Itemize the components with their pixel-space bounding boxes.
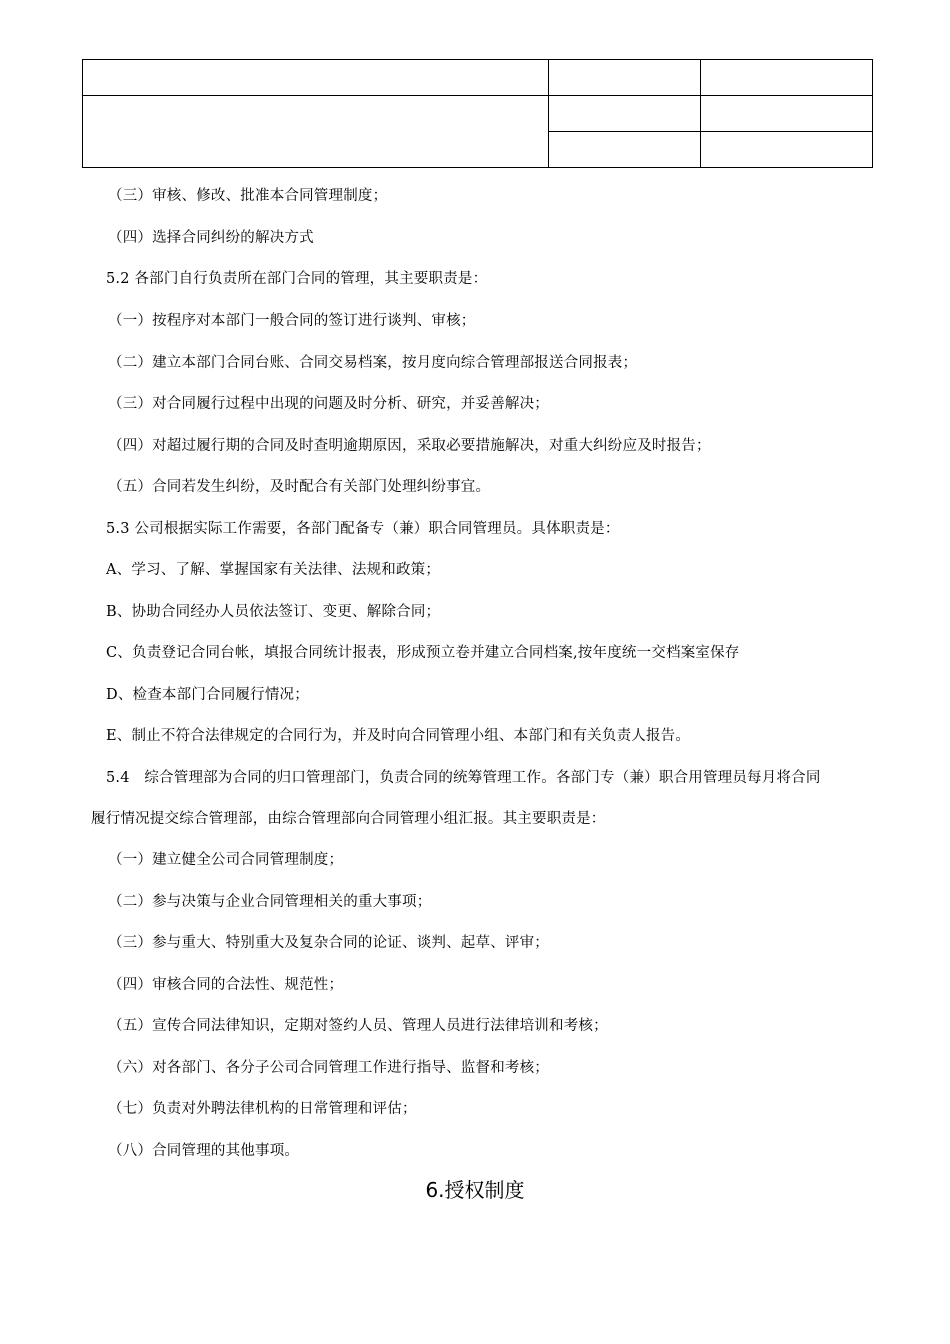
table-cell <box>701 132 873 168</box>
paragraph-line: 5.2 各部门自行负责所在部门合同的管理，其主要职责是： <box>106 271 488 287</box>
paragraph-line: 5.4 综合管理部为合同的归口管理部门，负责合同的统筹管理工作。各部门专（兼）职合用管理员每月将合同 <box>106 770 821 786</box>
table-cell <box>701 96 873 132</box>
paragraph-line: （八）合同管理的其他事项。 <box>108 1143 300 1159</box>
paragraph-line: （一）建立健全公司合同管理制度； <box>108 852 344 868</box>
paragraph-line: （五）合同若发生纠纷，及时配合有关部门处理纠纷事宜。 <box>108 479 491 495</box>
paragraph-line: 5.3 公司根据实际工作需要，各部门配备专（兼）职合同管理员。具体职责是： <box>106 521 620 537</box>
table-row <box>83 96 873 132</box>
paragraph-line: 履行情况提交综合管理部，由综合管理部向合同管理小组汇报。其主要职责是： <box>91 811 606 827</box>
paragraph-line: （一）按程序对本部门一般合同的签订进行谈判、审核； <box>108 313 476 329</box>
paragraph-line: A、学习、了解、掌握国家有关法律、法规和政策； <box>106 562 441 578</box>
paragraph-line: （四）选择合同纠纷的解决方式 <box>108 230 314 246</box>
paragraph-line: （二）参与决策与企业合同管理相关的重大事项； <box>108 894 432 910</box>
table-cell <box>549 96 701 132</box>
paragraph-line: （七）负责对外聘法律机构的日常管理和评估； <box>108 1101 417 1117</box>
paragraph-line: （五）宣传合同法律知识，定期对签约人员、管理人员进行法律培训和考核； <box>108 1018 608 1034</box>
table-cell <box>549 60 701 96</box>
table-row <box>83 60 873 96</box>
paragraph-line: （四）审核合同的合法性、规范性； <box>108 977 344 993</box>
header-table <box>82 59 873 168</box>
paragraph-line: B、协助合同经办人员依法签订、变更、解除合同； <box>106 604 441 620</box>
paragraph-line: （三）对合同履行过程中出现的问题及时分析、研究，并妥善解决； <box>108 396 549 412</box>
paragraph-line: D、检查本部门合同履行情况； <box>106 687 309 703</box>
section-title: 6.授权制度 <box>425 1178 525 1202</box>
paragraph-line: （二）建立本部门合同台账、合同交易档案，按月度向综合管理部报送合同报表； <box>108 355 638 371</box>
paragraph-line: C、负责登记合同台帐，填报合同统计报表，形成预立卷并建立合同档案,按年度统一交档案室保存 <box>106 645 740 661</box>
table-cell <box>549 132 701 168</box>
paragraph-line: （四）对超过履行期的合同及时查明逾期原因，采取必要措施解决，对重大纠纷应及时报告； <box>108 438 711 454</box>
table-cell <box>701 60 873 96</box>
paragraph-line: E、制止不符合法律规定的合同行为，并及时向合同管理小组、本部门和有关负责人报告。 <box>106 728 691 744</box>
paragraph-line: （三）审核、修改、批准本合同管理制度； <box>108 188 388 204</box>
paragraph-line: （六）对各部门、各分子公司合同管理工作进行指导、监督和考核； <box>108 1060 549 1076</box>
paragraph-line: （三）参与重大、特别重大及复杂合同的论证、谈判、起草、评审； <box>108 935 549 951</box>
table-cell <box>83 60 549 96</box>
table-cell <box>83 96 549 168</box>
